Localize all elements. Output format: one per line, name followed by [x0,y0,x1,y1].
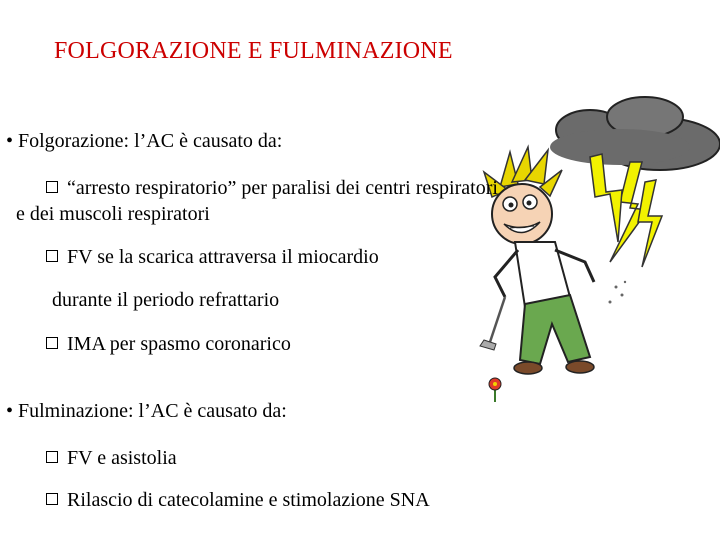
list-item [46,488,430,513]
pants-icon [520,295,590,364]
item-text-continued: e dei muscoli respiratori [16,203,210,225]
storm-cloud-icon [550,97,720,170]
item-text: FV se la scarica attraversa il miocardio [67,246,379,268]
item-text-continued: durante il periodo refrattario [52,289,280,311]
golf-club-icon [480,297,505,350]
lightning-bolt-icon [590,154,662,267]
checkbox-bullet-icon [46,337,58,349]
item-text: IMA per spasmo coronarico [67,333,291,355]
slide-title: FOLGORAZIONE E FULMINAZIONE [54,38,453,64]
face-icon [492,184,552,244]
lightning-man-illustration [470,92,720,412]
item-text: “arresto respiratorio” per paralisi dei centri respiratori [67,177,498,199]
checkbox-bullet-icon [46,451,58,463]
list-item [46,245,379,270]
flower-icon [489,378,501,402]
checkbox-bullet-icon [46,250,58,262]
item-text: FV e asistolia [67,447,177,469]
section-folgorazione-heading: • Folgorazione: l’AC è causato da: [6,130,283,152]
list-item [46,176,498,201]
list-item [46,446,177,471]
item-text: Rilascio di catecolamine e stimolazione SNA [67,489,430,511]
section-fulminazione-heading: • Fulminazione: l’AC è causato da: [6,400,287,422]
checkbox-bullet-icon [46,181,58,193]
list-item [46,332,291,357]
checkbox-bullet-icon [46,493,58,505]
